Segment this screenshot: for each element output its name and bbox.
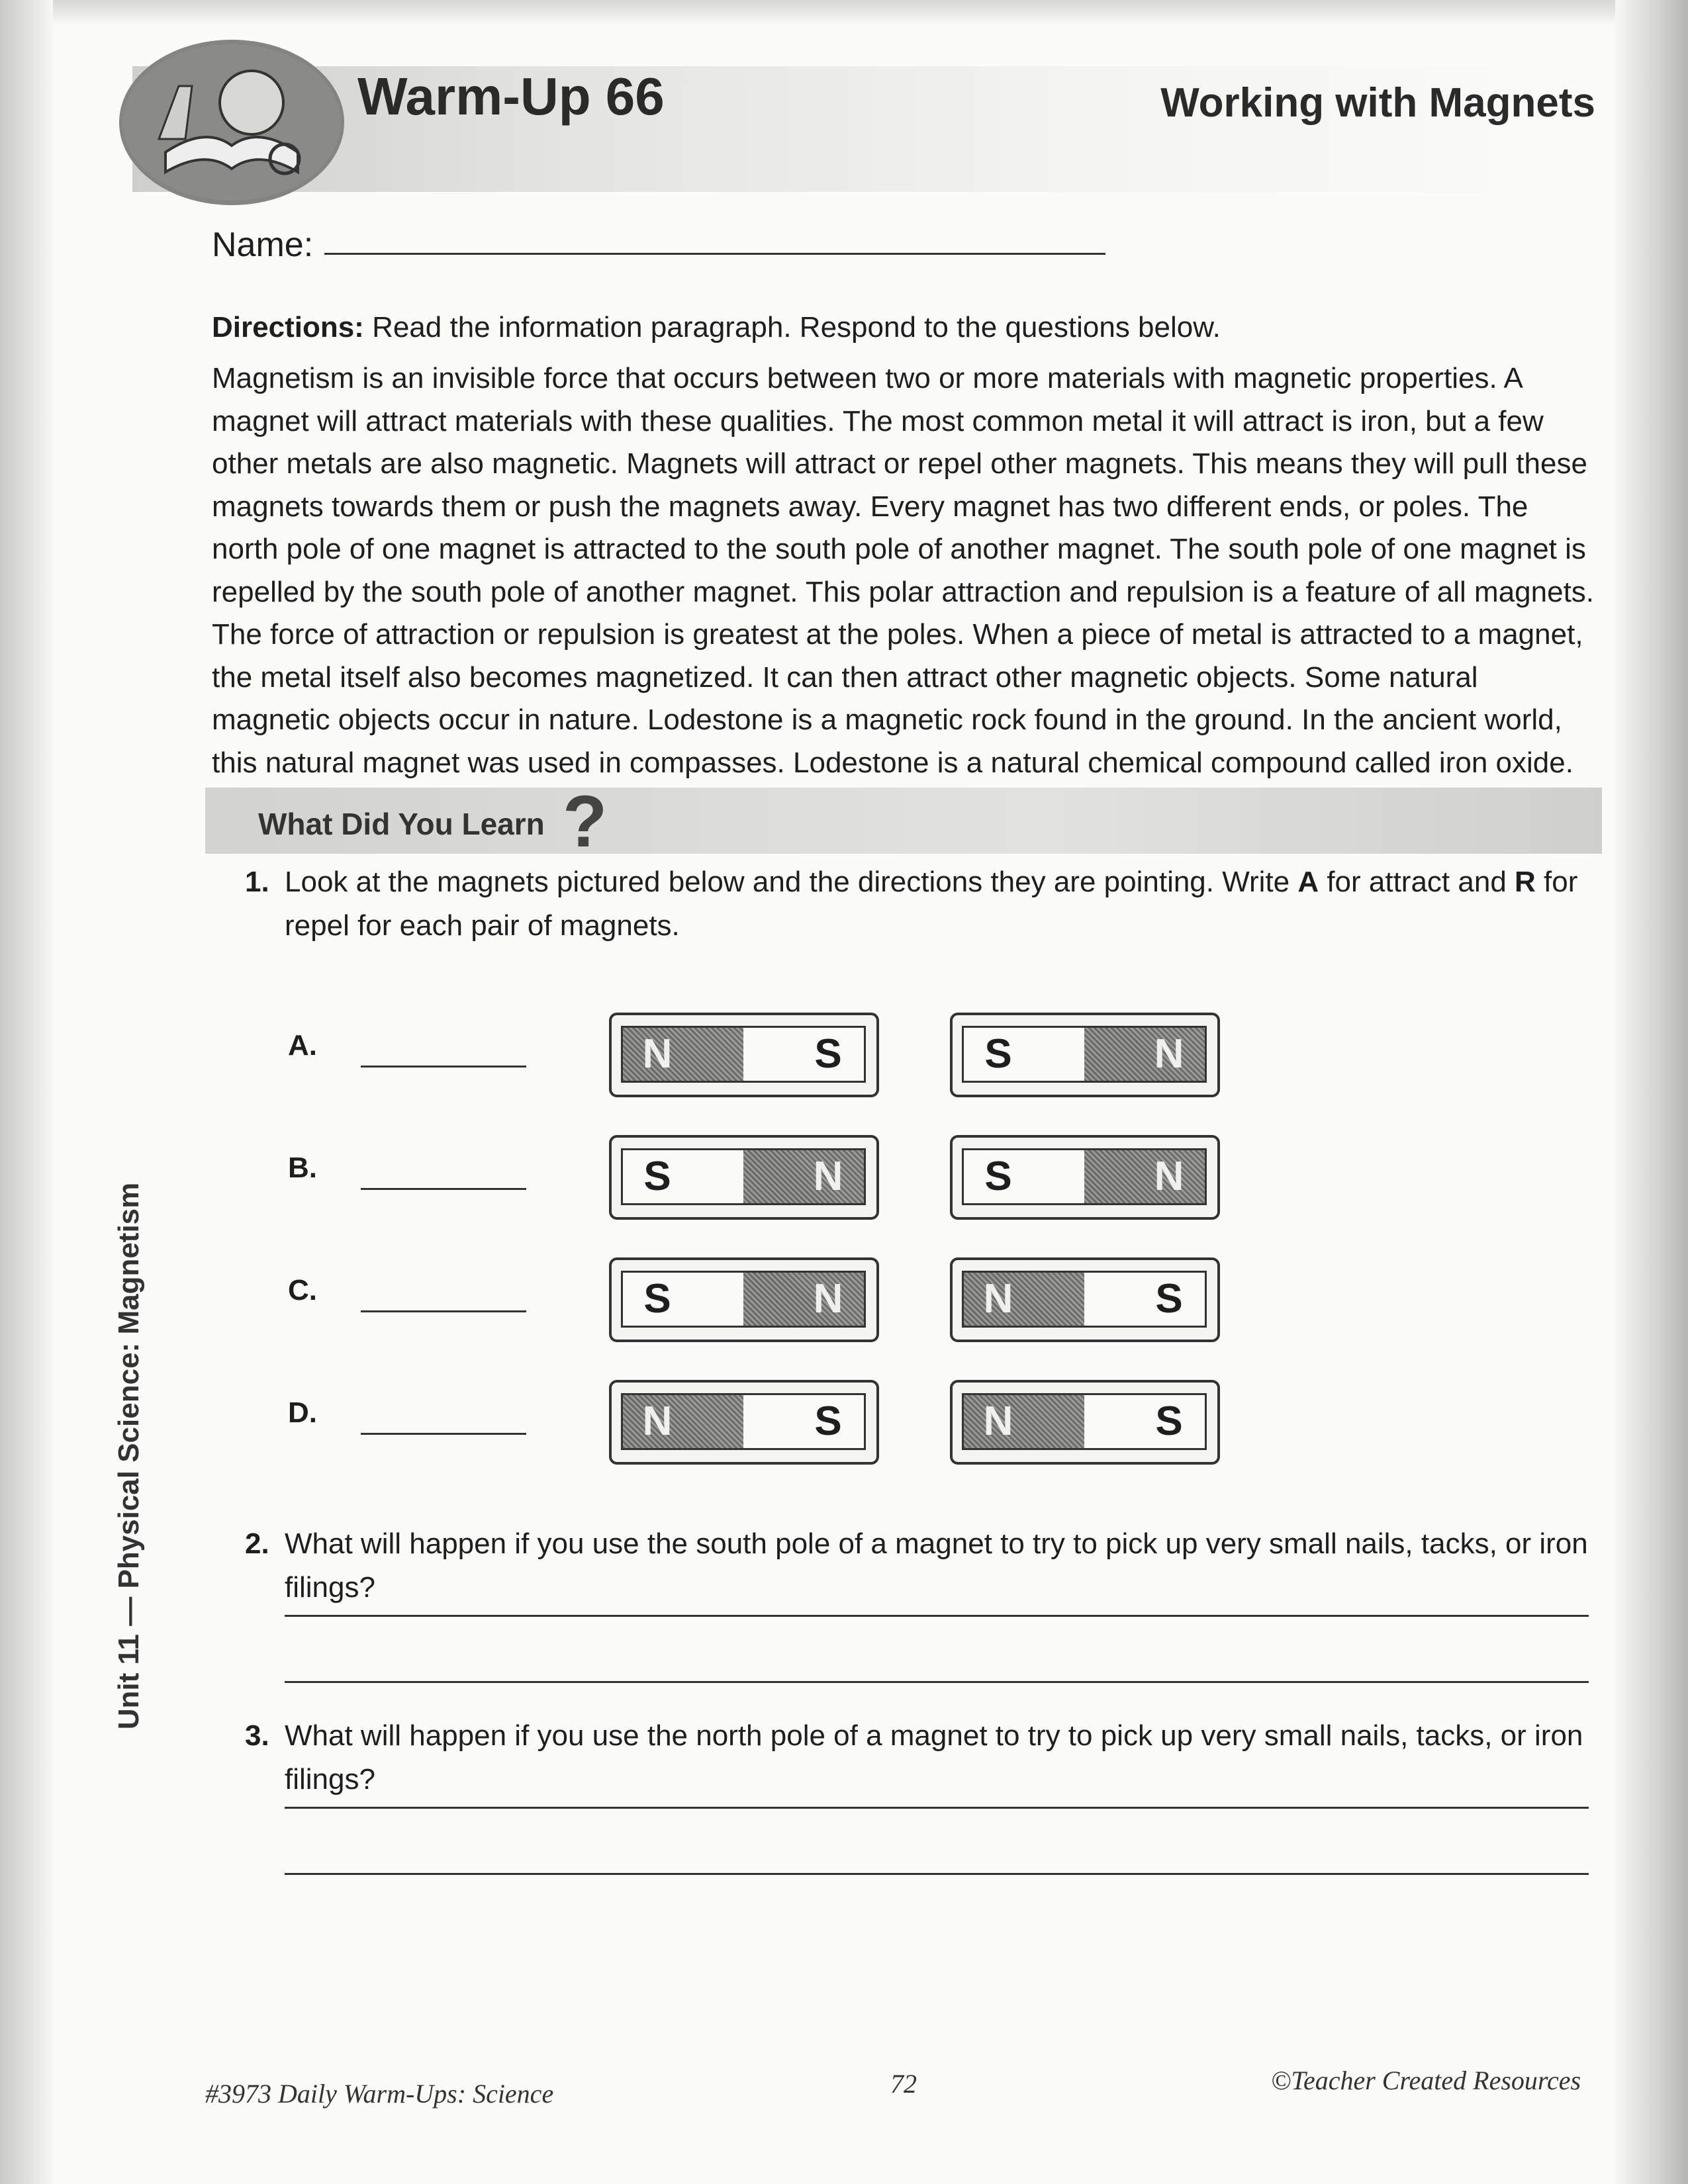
pole-letter-left: N [642, 1398, 673, 1444]
pole-letter-right: N [1154, 1154, 1184, 1199]
answer-line[interactable] [285, 1681, 1589, 1683]
pair-label: B. [288, 1152, 317, 1184]
answer-line[interactable] [285, 1807, 1589, 1809]
answer-line[interactable] [285, 1615, 1589, 1617]
bar-magnet [950, 1257, 1220, 1342]
pole-letter-left: S [643, 1154, 671, 1199]
pair-label: C. [288, 1274, 317, 1306]
pole-letter-right: S [814, 1398, 842, 1444]
pole-letter-right: S [1155, 1398, 1183, 1444]
pole-letter-right: N [813, 1276, 843, 1322]
info-paragraph: Magnetism is an invisible force that occurs between two or more materials with magnetic properties. A magnet will attract materials with these qualities. The most common metal it will attract is iron, but a few other metals are also magnetic. Magnets will attract or repel other magnets. This means they will pull these magnets towards them or push the magnets away. Every magnet has two different ends, or poles. The north pole of one magnet is attracted to the south pole of another magnet. The south pole of one magnet is repelled by the south pole of another magnet. This polar attraction and repulsion is a feature of all magnets. The force of attraction or repulsion is greatest at the poles. When a piece of metal is attracted to a magnet, the metal itself also becomes magnetized. It can then attract other magnetic objects. Some natural magnetic objects occur in nature. Lodestone is a magnetic rock found in the ground. In the ancient world, this natural magnet was used in compasses. Lodestone is a natural chemical compound called iron oxide. [212, 362, 1595, 779]
footer-page-number: 72 [890, 2069, 917, 2099]
question-2 [245, 1522, 1595, 1610]
book-globe-icon [119, 40, 344, 205]
bar-magnet [950, 1135, 1220, 1220]
pair-answer-line[interactable] [361, 1188, 526, 1190]
pole-letter-left: S [984, 1031, 1012, 1077]
magnet-body [621, 1393, 866, 1450]
question-text: What will happen if you use the north pole of a magnet to try to pick up very small nails, tacks, or iron filings? [285, 1719, 1583, 1796]
pole-letter-right: N [813, 1154, 843, 1199]
magnet-body [962, 1148, 1207, 1205]
section-header [205, 781, 1602, 862]
question-mark-icon: ? [563, 781, 608, 862]
bar-magnet [609, 1257, 879, 1342]
directions-label: Directions: [212, 311, 364, 343]
directions-text: Read the information paragraph. Respond to the questions below. [372, 311, 1221, 343]
magnet-body [962, 1271, 1207, 1328]
pole-letter-right: N [1154, 1031, 1184, 1077]
bar-magnet [609, 1013, 879, 1097]
question-text: Look at the magnets pictured below and the directions they are pointing. Write A for attract and R for repel for each pair of magnets. [285, 866, 1578, 942]
bar-magnet [609, 1380, 879, 1465]
magnet-body [962, 1393, 1207, 1450]
footer-publisher: ©Teacher Created Resources [1271, 2066, 1581, 2095]
magnet-body [621, 1026, 866, 1083]
question-number: 1. [245, 866, 269, 898]
pair-answer-line[interactable] [361, 1066, 526, 1068]
name-input-line[interactable] [324, 253, 1105, 255]
magnet-body [621, 1148, 866, 1205]
question-number: 3. [245, 1719, 269, 1752]
question-number: 2. [245, 1527, 269, 1560]
scan-shadow-left [0, 0, 53, 2184]
pair-answer-line[interactable] [361, 1310, 526, 1312]
name-label: Name: [212, 226, 314, 264]
question-3 [245, 1714, 1595, 1801]
pole-letter-left: N [642, 1031, 673, 1077]
section-title: What Did You Learn [258, 807, 545, 841]
topic-title: Working with Magnets [1160, 80, 1595, 126]
pole-letter-right: S [814, 1031, 842, 1077]
question-1 [245, 860, 1595, 948]
magnet-body [962, 1026, 1207, 1083]
footer-book-title: #3973 Daily Warm-Ups: Science [205, 2079, 554, 2109]
question-text: What will happen if you use the south pole of a magnet to try to pick up very small nails, tacks, or iron filings? [285, 1527, 1588, 1604]
pole-letter-left: S [984, 1154, 1012, 1199]
warmup-title: Warm-Up 66 [357, 67, 665, 126]
unit-sidebar: Unit 11 — Physical Science: Magnetism [113, 1182, 145, 1730]
pair-answer-line[interactable] [361, 1433, 526, 1435]
bar-magnet [950, 1380, 1220, 1465]
scan-shadow-right [1615, 0, 1688, 2184]
answer-line[interactable] [285, 1873, 1589, 1875]
directions [212, 311, 1221, 344]
pole-letter-left: N [983, 1276, 1013, 1322]
pole-letter-left: N [983, 1398, 1013, 1444]
pole-letter-left: S [643, 1276, 671, 1322]
bar-magnet [609, 1135, 879, 1220]
pole-letter-right: S [1155, 1276, 1183, 1322]
pair-label: A. [288, 1029, 317, 1062]
pair-label: D. [288, 1396, 317, 1429]
bar-magnet [950, 1013, 1220, 1097]
science-logo [119, 40, 344, 205]
scan-shadow-top [0, 0, 1688, 26]
magnet-body [621, 1271, 866, 1328]
